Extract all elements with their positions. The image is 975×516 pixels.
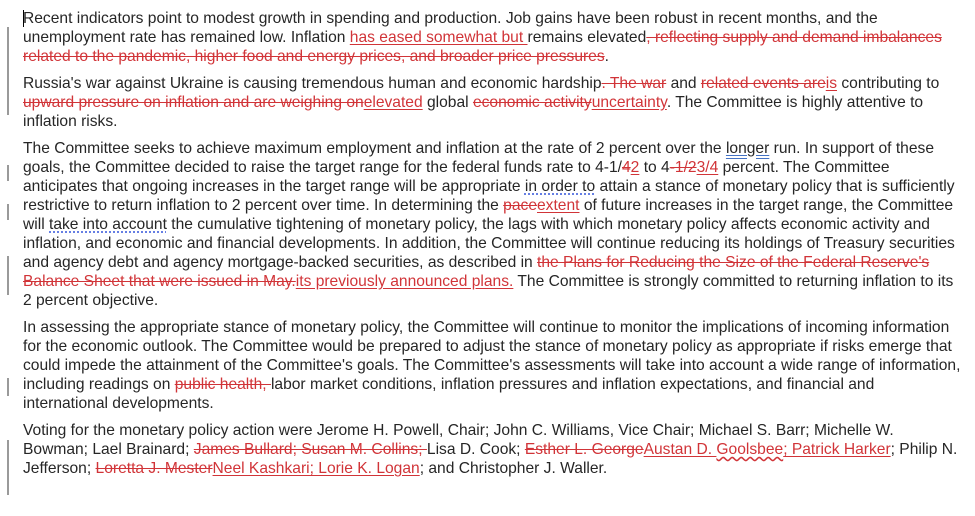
change-bar [7,165,9,181]
deleted-text[interactable]: 4 [621,159,631,176]
deleted-text[interactable]: upward pressure on inflation and are weighing on [23,94,364,111]
body-text: In assessing the appropriate stance of monetary policy, the Committee will continue to monitor the implications of incoming information for the economic outlook. The Committee would be prepared to adjust the stance of monetary policy as appropriate if risks emerge that could impede the attainment of the Committee's goals. The Committee's assessments will take into account a wide range of information, including readings on [23,319,961,393]
paragraph-4[interactable] [23,318,963,413]
deleted-text[interactable]: James Bullard; Susan M. Collins; [193,441,427,458]
deleted-text[interactable]: , reflecting supply and demand imbalances related to the pandemic, higher food and energy prices, and broader price pressures [23,29,942,65]
body-text: Voting for the monetary policy action were Jerome H. Powell, Chair; John C. Williams, Vice Chair; Michael S. Barr; Michelle W. Bowman; Lael Brainard; [23,422,894,458]
document-body[interactable] [23,9,963,486]
paragraph-2[interactable] [23,74,963,131]
inserted-text[interactable]: its previously announced plans. [295,273,514,290]
grammar-suggestion[interactable]: take into account [49,216,167,233]
body-text: to 4 [639,159,670,176]
body-text: percent. The Committee anticipates that ongoing increases in the target range will be appropriate [23,159,890,195]
body-text: labor market conditions, inflation pressures and inflation expectations, and financial and international developments. [23,376,875,412]
body-text: ; Philip N. Jefferson; [23,441,958,477]
paragraph-5[interactable] [23,421,963,478]
inserted-text[interactable]: Neel Kashkari; Lorie K. Logan [212,460,420,477]
deleted-text[interactable]: Loretta J. Mester [95,460,213,477]
body-text: ; and Christopher J. Waller. [419,460,608,477]
deleted-text[interactable]: economic activity [472,94,592,111]
grammar-suggestion[interactable]: longer [725,140,770,157]
paragraph-1[interactable] [23,9,963,66]
body-text: of future increases in the target range, the Committee will [23,197,954,233]
body-text: contributing to [837,75,940,92]
change-bar [7,440,9,495]
inserted-text[interactable]: elevated [363,94,423,111]
inserted-text[interactable]: Austan D. [643,441,717,458]
deleted-text[interactable]: public health, [174,376,271,393]
deleted-text[interactable]: -1/2 [669,159,697,176]
change-bar [7,256,9,295]
inserted-text[interactable]: has eased somewhat but [349,29,528,46]
body-text: and [666,75,701,92]
inserted-text[interactable]: is [825,75,838,92]
inserted-text[interactable]: extent [537,197,580,214]
body-text: attain a stance of monetary policy that is sufficiently restrictive to return inflation to 2 percent over time. In determining the [23,178,955,214]
body-text: . The Committee is highly attentive to inflation risks. [23,94,924,130]
deleted-text[interactable]: the Plans for Reducing the Size of the Federal Reserve's Balance Sheet that were issued in May. [23,254,930,290]
body-text: . [604,48,609,65]
deleted-text[interactable]: . The war [601,75,667,92]
body-text: Recent indicators point to modest growth in spending and production. Job gains have been robust in recent months, and the unemployment rate has remained low. Inflation [23,10,878,46]
grammar-suggestion[interactable]: in order to [524,178,596,195]
body-text: Lisa D. Cook; [426,441,525,458]
body-text: The Committee is strongly committed to returning inflation to its 2 percent objective. [23,273,954,309]
body-text: remains elevated [527,29,647,46]
inserted-text[interactable]: uncertainty [591,94,667,111]
inserted-text[interactable]: ; Patrick Harker [783,441,891,458]
inserted-text[interactable]: 2 [630,159,640,176]
body-text: The Committee seeks to achieve maximum employment and inflation at the rate of 2 percent over the [23,140,726,157]
change-bar [7,378,9,396]
deleted-text[interactable]: Esther L. George [524,441,644,458]
body-text: run. In support of these goals, the Committee decided to raise the target range for the federal funds rate to 4-1/ [23,140,934,176]
change-bar [7,204,9,220]
change-bar [7,27,9,115]
inserted-text-spelling[interactable]: Goolsbee [716,441,784,458]
body-text: global [422,94,473,111]
paragraph-3[interactable] [23,139,963,310]
deleted-text[interactable]: related events are [700,75,826,92]
inserted-text[interactable]: 3/4 [696,159,719,176]
body-text: the cumulative tightening of monetary policy, the lags with which monetary policy affects economic activity and inflation, and economic and financial developments. In addition, the Committee will continue reducing its holdings of Treasury securities and agency debt and agency mortgage-backed securities, as described in [23,216,955,271]
body-text: Russia's war against Ukraine is causing tremendous human and economic hardship [23,75,602,92]
deleted-text[interactable]: pace [503,197,537,214]
